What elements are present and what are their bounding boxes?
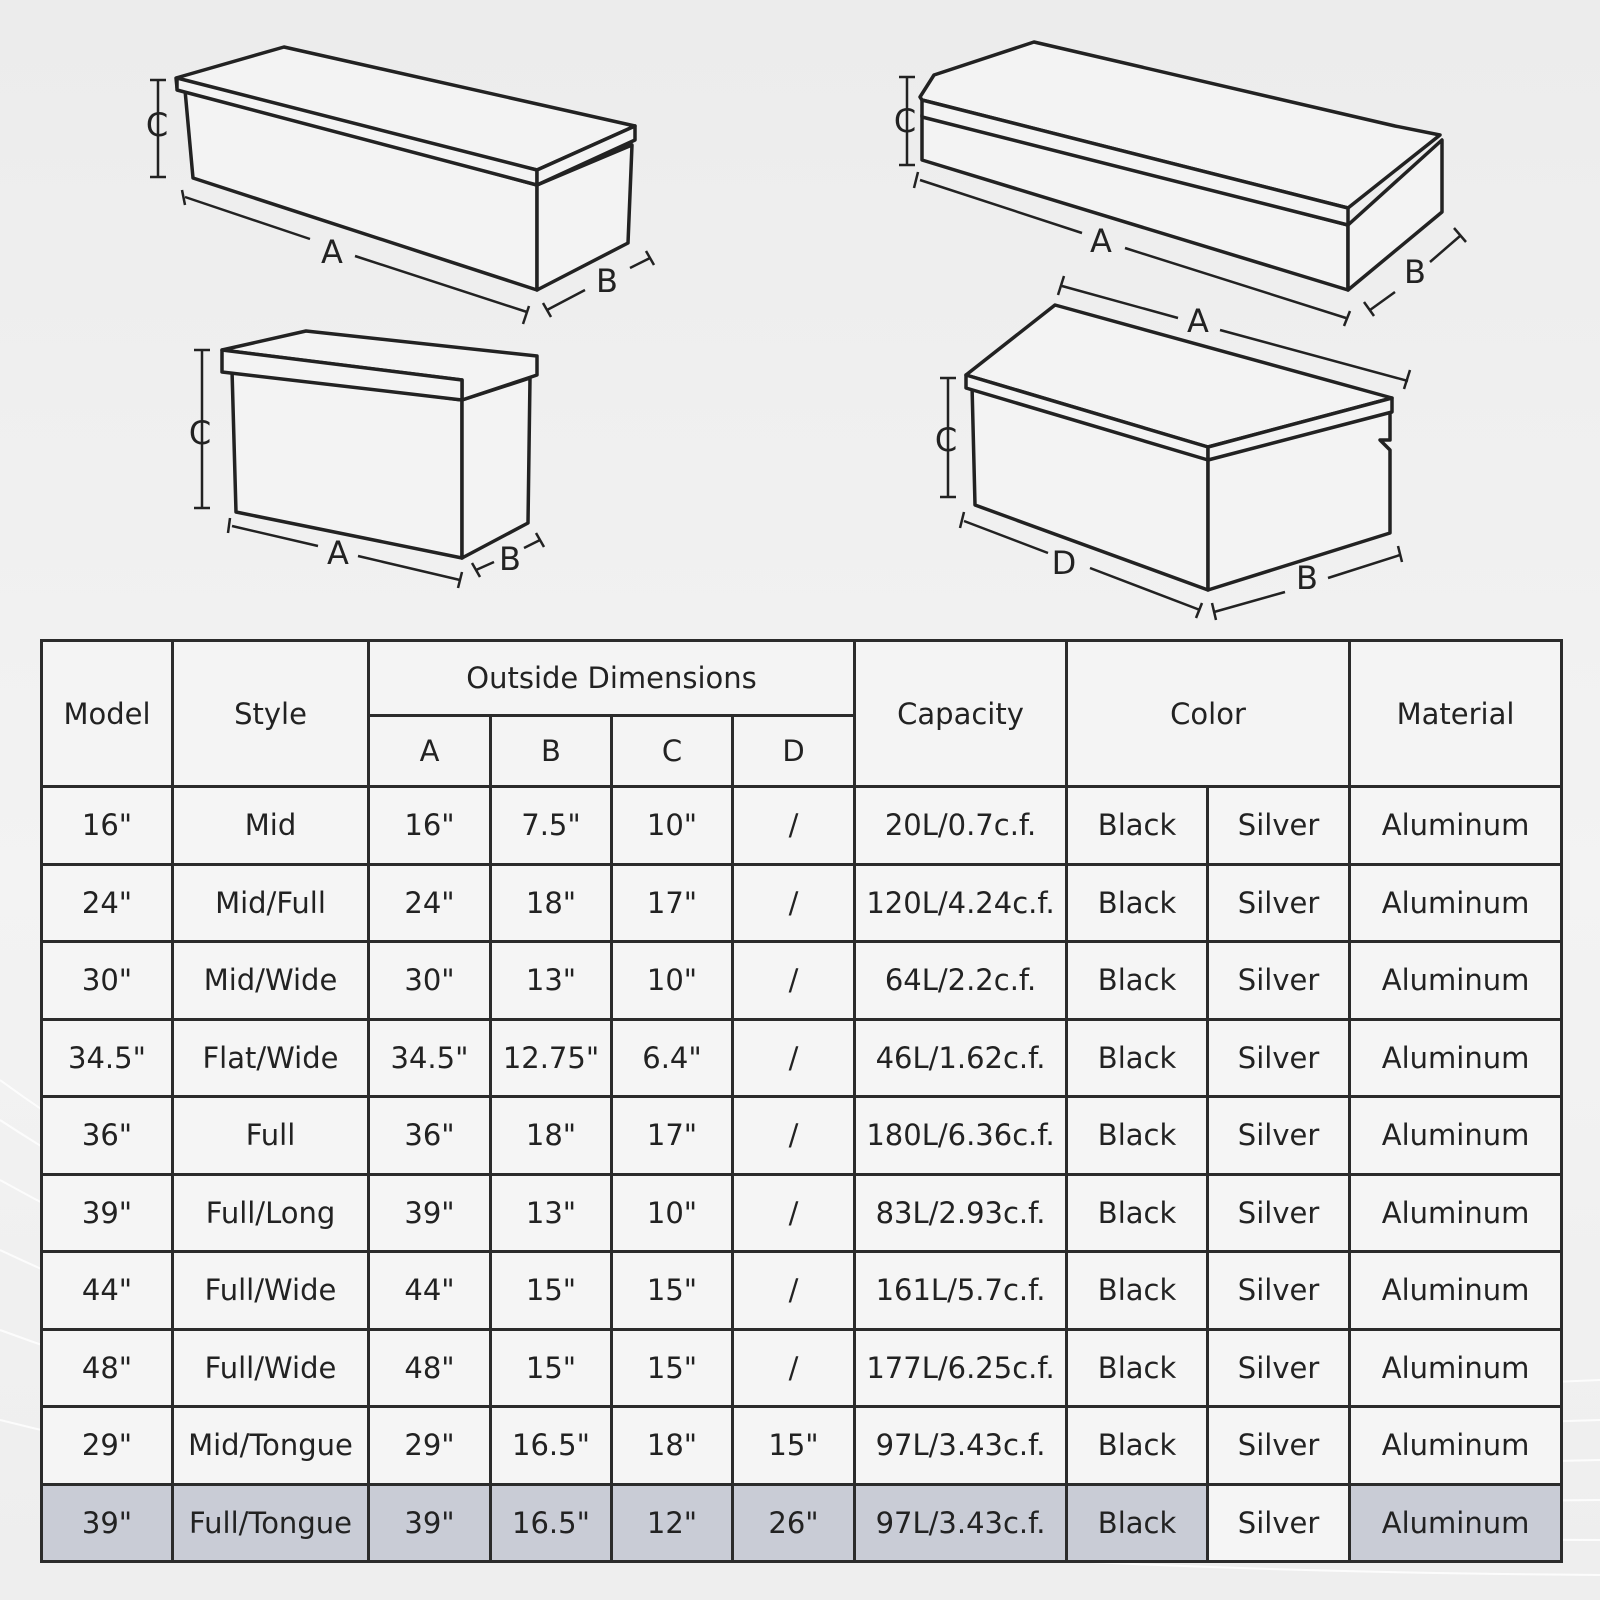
table-row [42,1097,1562,1175]
cell-color-silver: Silver [1208,1019,1350,1097]
cell-capacity: 83L/2.93c.f. [855,1174,1067,1252]
cell-model: 30" [42,942,173,1020]
cell-dim-b: 7.5" [491,787,612,865]
cell-dim-a: 34.5" [369,1019,491,1097]
cell-material: Aluminum [1350,942,1562,1020]
cell-model: 16" [42,787,173,865]
cell-dim-c: 6.4" [612,1019,733,1097]
cell-dim-c: 10" [612,1174,733,1252]
cell-dim-c: 17" [612,864,733,942]
header-dim-b: B [491,716,612,787]
cell-style: Mid/Full [173,864,369,942]
dim-label-d: D [1051,544,1077,582]
header-dim-a: A [369,716,491,787]
header-model: Model [42,641,173,787]
cell-model: 36" [42,1097,173,1175]
cell-dim-b: 15" [491,1252,612,1330]
cell-style: Mid/Wide [173,942,369,1020]
cell-color-black: Black [1067,1252,1208,1330]
cell-style: Full/Wide [173,1252,369,1330]
cell-color-silver: Silver [1208,1329,1350,1407]
dim-label-a: A [321,233,343,271]
cell-material: Aluminum [1350,1174,1562,1252]
cell-style: Full [173,1097,369,1175]
header-capacity: Capacity [855,641,1067,787]
cell-dim-d: / [733,942,855,1020]
dim-label-b: B [1296,559,1318,597]
cell-material: Aluminum [1350,787,1562,865]
cell-dim-d: / [733,1019,855,1097]
cell-dim-b: 13" [491,942,612,1020]
cell-color-silver: Silver [1208,1252,1350,1330]
cell-dim-a: 29" [369,1407,491,1485]
header-outside-dimensions: Outside Dimensions [369,641,855,716]
cell-capacity: 180L/6.36c.f. [855,1097,1067,1175]
cell-dim-a: 39" [369,1484,491,1562]
cell-dim-d: 15" [733,1407,855,1485]
cell-dim-a: 44" [369,1252,491,1330]
table-row [42,1484,1562,1562]
cell-capacity: 161L/5.7c.f. [855,1252,1067,1330]
cell-color-black: Black [1067,1329,1208,1407]
cell-color-black: Black [1067,1407,1208,1485]
table-row [42,1329,1562,1407]
cell-color-black: Black [1067,942,1208,1020]
cell-dim-c: 17" [612,1097,733,1175]
cell-style: Mid/Tongue [173,1407,369,1485]
cell-model: 34.5" [42,1019,173,1097]
cell-dim-c: 10" [612,787,733,865]
dim-label-c: C [188,414,212,452]
cell-material: Aluminum [1350,1252,1562,1330]
cell-capacity: 120L/4.24c.f. [855,864,1067,942]
cell-style: Full/Wide [173,1329,369,1407]
cell-dim-b: 16.5" [491,1484,612,1562]
header-style: Style [173,641,369,787]
cell-dim-b: 18" [491,864,612,942]
cell-dim-d: / [733,1097,855,1175]
cell-dim-b: 15" [491,1329,612,1407]
cell-material: Aluminum [1350,1484,1562,1562]
dim-label-c: C [893,102,917,140]
cell-material: Aluminum [1350,1019,1562,1097]
cell-material: Aluminum [1350,1407,1562,1485]
cell-color-silver: Silver [1208,942,1350,1020]
cell-dim-a: 48" [369,1329,491,1407]
dim-label-c: C [145,106,169,144]
cell-color-black: Black [1067,1174,1208,1252]
cell-capacity: 177L/6.25c.f. [855,1329,1067,1407]
dim-label-a: A [327,534,349,572]
table-row [42,1407,1562,1485]
cell-style: Full/Tongue [173,1484,369,1562]
table-row [42,1174,1562,1252]
dim-label-b: B [1404,253,1426,291]
header-color: Color [1067,641,1350,787]
header-dim-c: C [612,716,733,787]
cell-material: Aluminum [1350,864,1562,942]
dim-label-c: C [934,421,958,459]
cell-dim-a: 39" [369,1174,491,1252]
cell-model: 24" [42,864,173,942]
spec-table [40,639,1563,1563]
cell-dim-b: 16.5" [491,1407,612,1485]
header-material: Material [1350,641,1562,787]
table-row [42,1252,1562,1330]
cell-capacity: 97L/3.43c.f. [855,1484,1067,1562]
cell-capacity: 46L/1.62c.f. [855,1019,1067,1097]
cell-style: Flat/Wide [173,1019,369,1097]
cell-color-silver: Silver [1208,787,1350,865]
cell-color-black: Black [1067,1019,1208,1097]
cell-dim-b: 18" [491,1097,612,1175]
cell-model: 44" [42,1252,173,1330]
cell-material: Aluminum [1350,1097,1562,1175]
cell-color-black: Black [1067,1097,1208,1175]
cell-dim-a: 36" [369,1097,491,1175]
table-row [42,1019,1562,1097]
cell-dim-c: 15" [612,1252,733,1330]
dim-label-a: A [1090,222,1112,260]
cell-dim-a: 30" [369,942,491,1020]
cell-dim-d: / [733,1329,855,1407]
dimension-diagrams [0,0,1600,640]
cell-model: 39" [42,1174,173,1252]
cell-style: Full/Long [173,1174,369,1252]
cell-dim-d: / [733,1174,855,1252]
diagram-small-box [189,331,544,588]
cell-dim-a: 24" [369,864,491,942]
cell-dim-a: 16" [369,787,491,865]
cell-color-silver: Silver [1208,1174,1350,1252]
cell-dim-c: 15" [612,1329,733,1407]
diagram-mid-box [146,47,654,324]
diagram-tongue-box [935,276,1410,620]
table-row [42,864,1562,942]
diagram-flat-box [894,42,1466,326]
cell-material: Aluminum [1350,1329,1562,1407]
cell-model: 48" [42,1329,173,1407]
cell-color-silver: Silver [1208,1407,1350,1485]
cell-color-black: Black [1067,864,1208,942]
cell-dim-c: 18" [612,1407,733,1485]
dim-label-a: A [1187,302,1209,340]
cell-dim-d: / [733,787,855,865]
cell-dim-c: 12" [612,1484,733,1562]
dim-label-b: B [499,540,521,578]
cell-dim-d: / [733,864,855,942]
spec-table-body [42,787,1562,1562]
cell-dim-d: 26" [733,1484,855,1562]
cell-model: 29" [42,1407,173,1485]
cell-color-silver: Silver [1208,864,1350,942]
cell-color-silver: Silver [1208,1097,1350,1175]
header-dim-d: D [733,716,855,787]
cell-model: 39" [42,1484,173,1562]
cell-style: Mid [173,787,369,865]
table-row [42,942,1562,1020]
cell-capacity: 97L/3.43c.f. [855,1407,1067,1485]
header-row [42,641,1562,716]
cell-dim-c: 10" [612,942,733,1020]
cell-color-silver: Silver [1208,1484,1350,1562]
table-row [42,787,1562,865]
dim-label-b: B [596,262,618,300]
cell-dim-d: / [733,1252,855,1330]
cell-capacity: 64L/2.2c.f. [855,942,1067,1020]
cell-dim-b: 13" [491,1174,612,1252]
cell-color-black: Black [1067,787,1208,865]
cell-color-black: Black [1067,1484,1208,1562]
cell-capacity: 20L/0.7c.f. [855,787,1067,865]
cell-dim-b: 12.75" [491,1019,612,1097]
